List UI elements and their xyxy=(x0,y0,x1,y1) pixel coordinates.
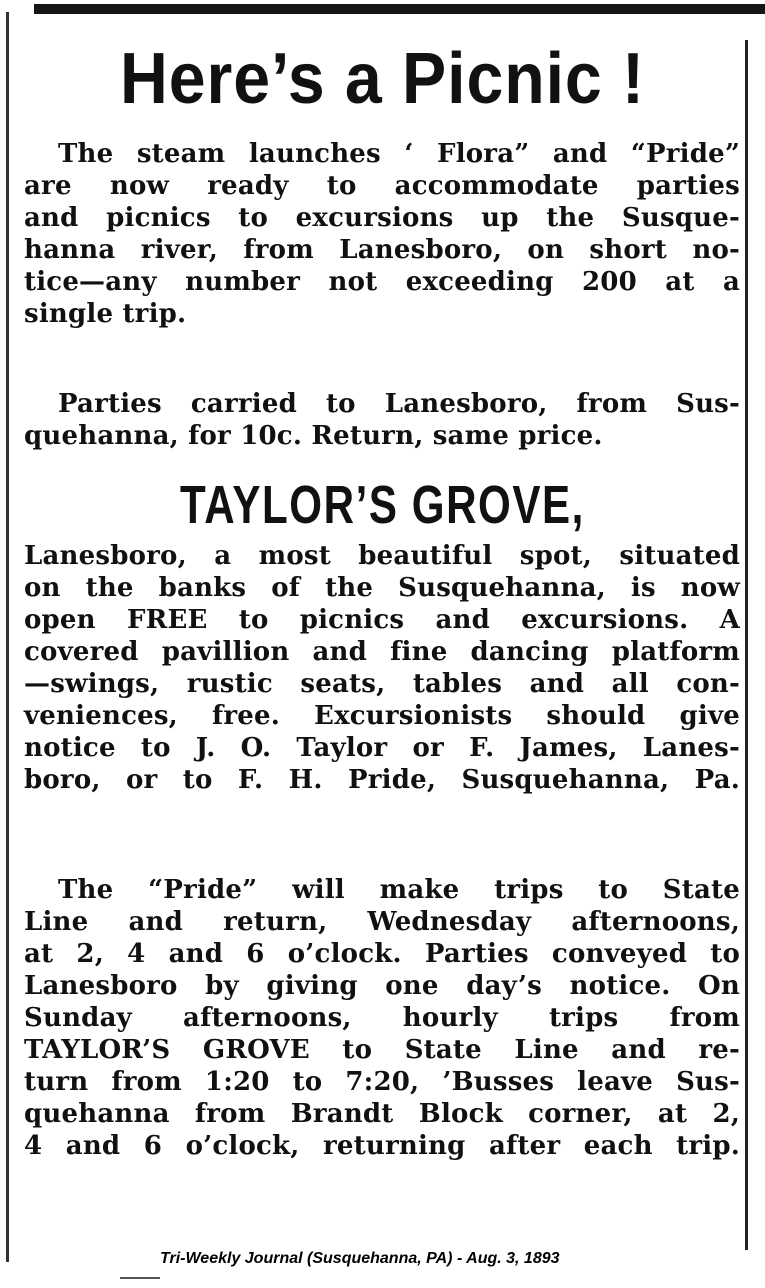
text-line: The steam launches ‘ Flora” and “Pride” xyxy=(58,139,740,169)
headline: Here’s a Picnic ! xyxy=(120,39,645,119)
paragraph-taylors-grove xyxy=(24,540,740,796)
left-border-rule xyxy=(6,12,9,1262)
text-line: at 2, 4 and 6 o’clock. Parties conveyed to xyxy=(24,939,740,969)
text-line: 4 and 6 o’clock, returning after each trip. xyxy=(24,1131,740,1161)
text-line: notice to J. O. Taylor or F. James, Lanes- xyxy=(24,733,740,763)
text-line: Sunday afternoons, hourly trips from xyxy=(24,1003,740,1033)
paragraph-parties-carried xyxy=(24,388,740,452)
text-line: Lanesboro, a most beautiful spot, situated xyxy=(24,541,740,571)
text-line: single trip. xyxy=(24,299,187,329)
text-line: —swings, rustic seats, tables and all con- xyxy=(24,669,740,699)
text-line: boro, or to F. H. Pride, Susquehanna, Pa. xyxy=(24,765,740,795)
text-line: turn from 1:20 to 7:20, ’Busses leave Sus- xyxy=(24,1067,740,1097)
text-line: tice—any number not exceeding 200 at a xyxy=(24,267,740,297)
text-line: hanna river, from Lanesboro, on short no- xyxy=(24,235,740,265)
text-line: Lanesboro by giving one day’s notice. On xyxy=(24,971,740,1001)
source-caption: Tri-Weekly Journal (Susquehanna, PA) - Aug. 3, 1893 xyxy=(160,1250,560,1267)
taylors-grove-title: TAYLOR’S GROVE, xyxy=(180,475,585,535)
text-line: on the banks of the Susquehanna, is now xyxy=(24,573,740,603)
right-column-rule xyxy=(745,40,748,1250)
paragraph-steam-launches xyxy=(24,138,740,330)
text-line: The “Pride” will make trips to State xyxy=(58,875,740,905)
text-line: Parties carried to Lanesboro, from Sus- xyxy=(58,389,740,419)
text-line: veniences, free. Excursionists should give xyxy=(24,701,740,731)
text-line: open FREE to picnics and excursions. A xyxy=(24,605,740,635)
text-line: Line and return, Wednesday afternoons, xyxy=(24,907,740,937)
paragraph-pride-trips xyxy=(24,874,740,1162)
top-border-rule xyxy=(34,4,765,14)
text-line: quehanna from Brandt Block corner, at 2, xyxy=(24,1099,740,1129)
text-line: covered pavillion and fine dancing platform xyxy=(24,637,740,667)
text-line: and picnics to excursions up the Susque- xyxy=(24,203,740,233)
bottom-border-fragment xyxy=(120,1277,160,1279)
text-line: quehanna, for 10c. Return, same price. xyxy=(24,421,603,451)
text-line: TAYLOR’S GROVE to State Line and re- xyxy=(24,1035,740,1065)
text-line: are now ready to accommodate parties xyxy=(24,171,740,201)
